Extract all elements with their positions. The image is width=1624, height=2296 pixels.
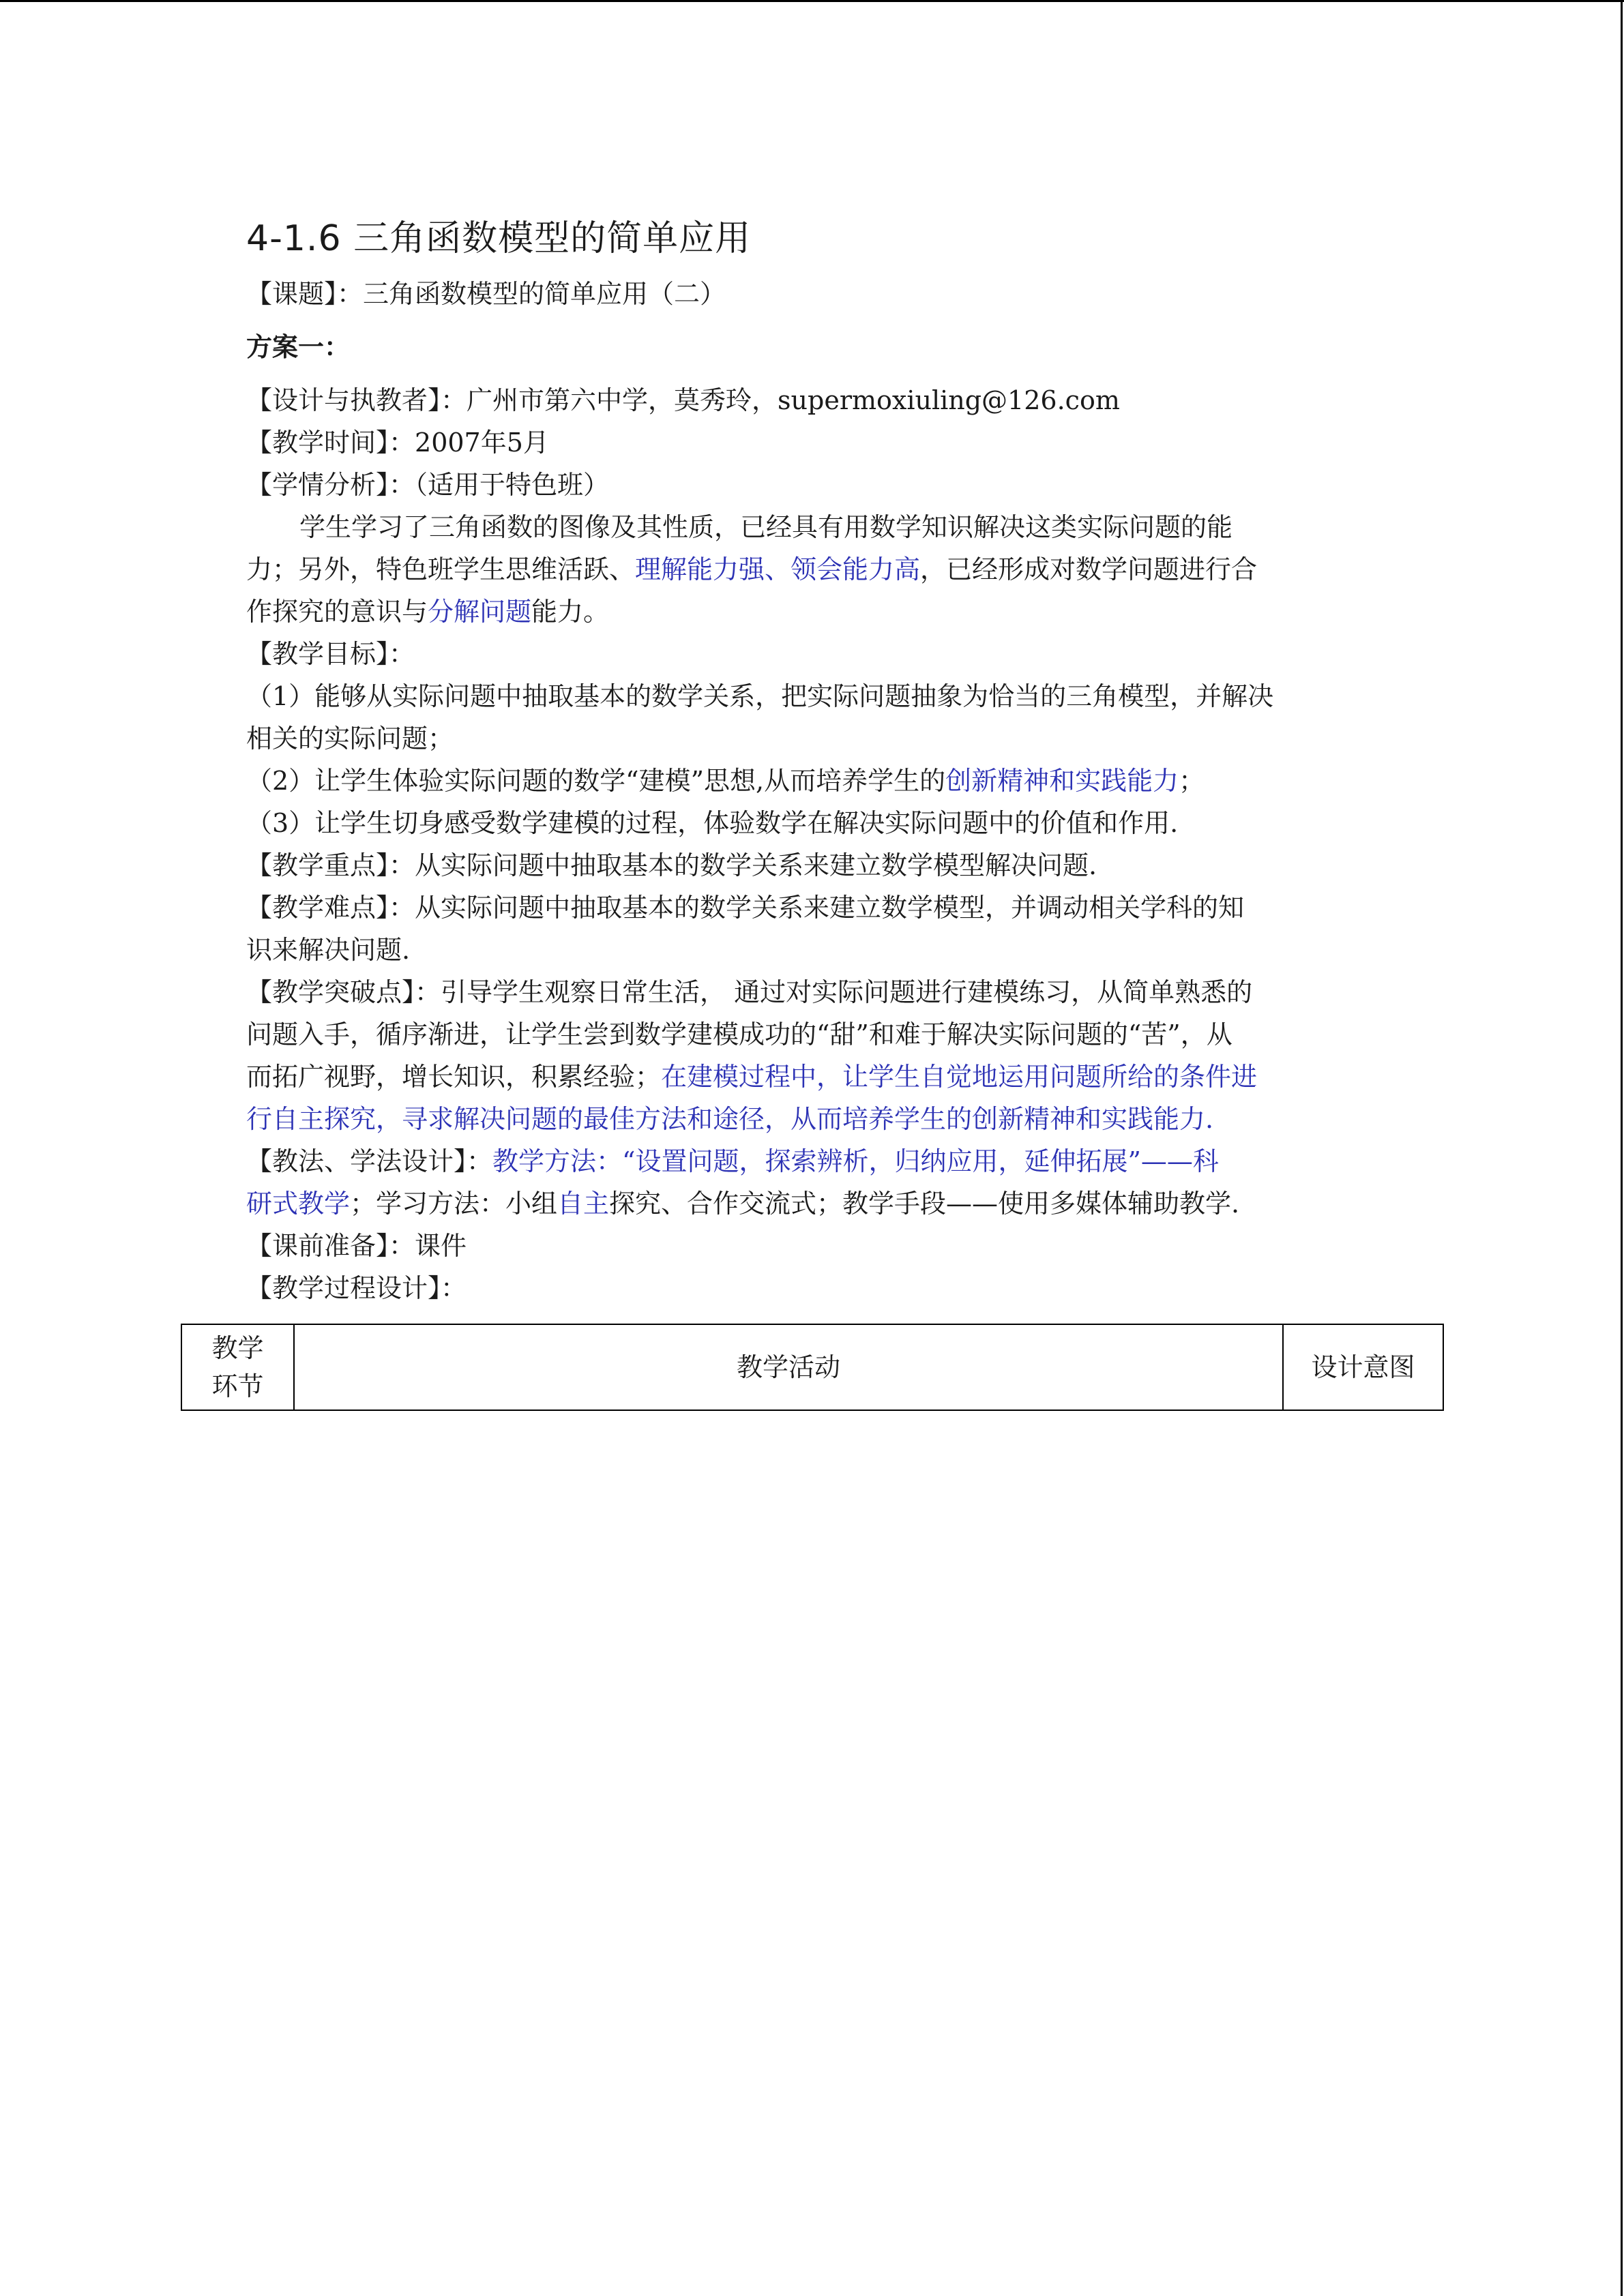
analysis-value: （适用于特色班） [415,470,610,500]
breakthrough-label: 【教学突破点】 [246,977,415,1007]
difficulty-line: 【教学难点】：从实际问题中抽取基本的数学关系来建立数学模型，并调动相关学科的知 [246,893,1245,923]
analysis-label: 【学情分析】 [246,470,389,500]
goal-line: （2）让学生体验实际问题的数学“建模”思想,从而培养学生的创新精神和实践能力； [246,766,1205,796]
goals-heading: 【教学目标】： [246,639,415,669]
analysis-line: 【学情分析】：（适用于特色班） [246,470,610,500]
difficulty-label: 【教学难点】 [246,893,389,923]
analysis-para-line: 力；另外，特色班学生思维活跃、理解能力强、领会能力高，已经形成对数学问题进行合 [246,554,1258,584]
plan-heading: 方案一： [246,332,351,362]
analysis-para-line: 学生学习了三角函数的图像及其性质，已经具有用数学知识解决这类实际问题的能 [299,512,1233,542]
designer-label: 【设计与执教者】 [246,385,441,415]
designer-line: 【设计与执教者】：广州市第六中学，莫秀玲，supermoxiuling@126.com [246,385,1120,415]
document-title: 4-1.6 三角函数模型的简单应用 [246,218,752,259]
methods-line: 【教法、学法设计】：教学方法：“设置问题，探索辨析，归纳应用，延伸拓展”——科 [246,1146,1219,1176]
breakthrough-line: 【教学突破点】：引导学生观察日常生活， 通过对实际问题进行建模练习，从简单熟悉的 [246,977,1253,1007]
header-cell-activity: 教学活动 [294,1324,1283,1410]
designer-value: 广州市第六中学，莫秀玲，supermoxiuling@126.com [467,385,1120,415]
methods-line: 研式教学；学习方法：小组自主探究、合作交流式；教学手段——使用多媒体辅助教学. [246,1189,1240,1219]
goal-line: （3）让学生切身感受数学建模的过程，体验数学在解决实际问题中的价值和作用. [246,808,1179,838]
header-cell-intent: 设计意图 [1283,1324,1443,1410]
analysis-para-line: 作探究的意识与分解问题能力。 [246,597,610,627]
topic-line [246,273,1392,315]
prep-line: 【课前准备】：课件 [246,1231,467,1261]
breakthrough-line: 行自主探究，寻求解决问题的最佳方法和途径，从而培养学生的创新精神和实践能力. [246,1104,1214,1134]
goals-label: 【教学目标】 [246,639,389,669]
key-point-label: 【教学重点】 [246,850,389,880]
prep-label: 【课前准备】 [246,1231,389,1261]
topic-sep: ： [337,279,364,309]
goal-line: （1）能够从实际问题中抽取基本的数学关系，把实际问题抽象为恰当的三角模型，并解决 [246,681,1274,711]
prep-value: 课件 [415,1231,467,1261]
topic-value: 三角函数模型的简单应用（二） [363,279,726,309]
process-table [181,1324,1444,1411]
header-cell-stage: 教学 环节 [181,1324,294,1410]
teach-time-label: 【教学时间】 [246,428,389,458]
breakthrough-line: 而拓广视野，增长知识，积累经验；在建模过程中，让学生自觉地运用问题所给的条件进 [246,1062,1258,1092]
key-point-value: 从实际问题中抽取基本的数学关系来建立数学模型解决问题. [415,850,1097,880]
page-top-border [0,0,1624,2]
difficulty-line: 识来解决问题. [246,935,411,965]
methods-label: 【教法、学法设计】 [246,1146,467,1176]
process-heading: 【教学过程设计】： [246,1273,467,1303]
goal-line: 相关的实际问题； [246,724,454,754]
document-page [246,205,1392,1309]
teach-time-value: 2007年5月 [415,428,549,458]
table-header-row [181,1324,1443,1410]
page-right-border [1621,0,1623,2296]
teach-time-line: 【教学时间】：2007年5月 [246,428,549,458]
breakthrough-line: 问题入手，循序渐进，让学生尝到数学建模成功的“甜”和难于解决实际问题的“苦”，从 [246,1019,1232,1049]
topic-label: 【课题】 [246,279,338,309]
key-point-line: 【教学重点】：从实际问题中抽取基本的数学关系来建立数学模型解决问题. [246,850,1097,880]
